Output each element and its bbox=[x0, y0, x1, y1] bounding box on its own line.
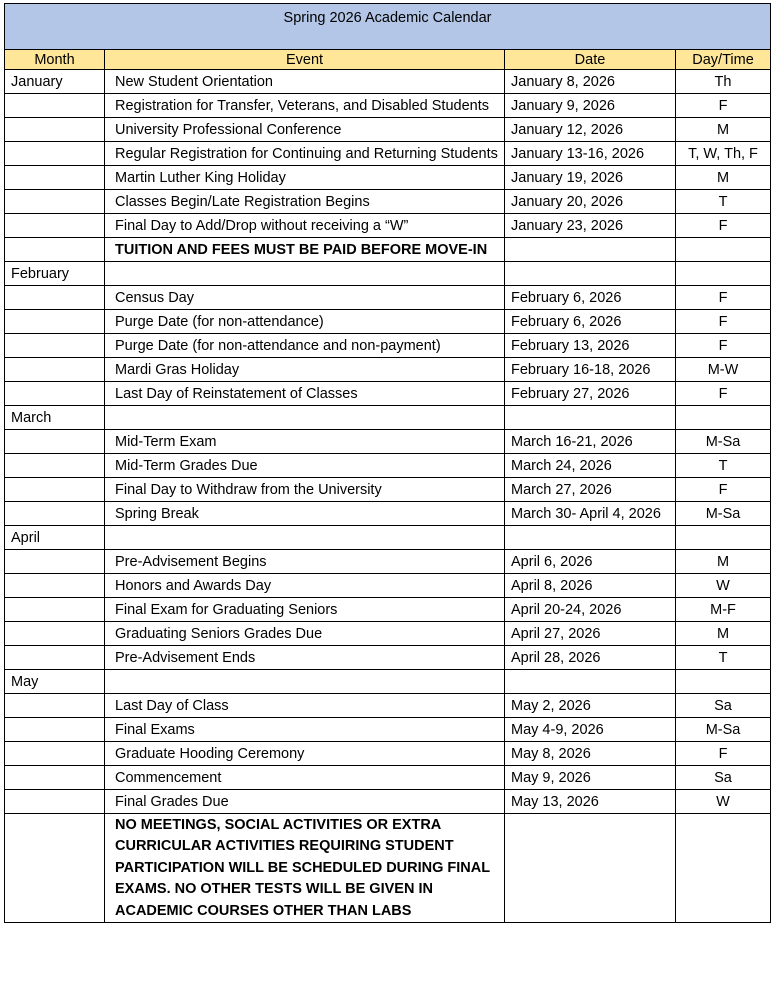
table-row bbox=[5, 358, 771, 382]
table-row bbox=[5, 190, 771, 214]
date-cell bbox=[505, 670, 676, 694]
date-cell: April 6, 2026 bbox=[505, 550, 676, 574]
event-cell: Mid-Term Grades Due bbox=[105, 454, 505, 478]
day-time-cell: M bbox=[676, 118, 771, 142]
date-cell: May 13, 2026 bbox=[505, 790, 676, 814]
table-row bbox=[5, 142, 771, 166]
event-cell: University Professional Conference bbox=[105, 118, 505, 142]
month-cell bbox=[5, 94, 105, 118]
table-row bbox=[5, 598, 771, 622]
month-cell: March bbox=[5, 406, 105, 430]
date-cell: February 6, 2026 bbox=[505, 310, 676, 334]
month-cell bbox=[5, 286, 105, 310]
table-row bbox=[5, 70, 771, 94]
month-cell bbox=[5, 454, 105, 478]
event-cell: Final Grades Due bbox=[105, 790, 505, 814]
event-cell: Final Exam for Graduating Seniors bbox=[105, 598, 505, 622]
date-cell: January 20, 2026 bbox=[505, 190, 676, 214]
day-time-cell bbox=[676, 238, 771, 262]
day-time-cell: M bbox=[676, 622, 771, 646]
event-cell: Pre-Advisement Ends bbox=[105, 646, 505, 670]
table-row bbox=[5, 550, 771, 574]
day-time-cell: T bbox=[676, 646, 771, 670]
event-cell: Pre-Advisement Begins bbox=[105, 550, 505, 574]
table-row bbox=[5, 718, 771, 742]
header-row bbox=[5, 50, 771, 70]
month-cell: April bbox=[5, 526, 105, 550]
date-cell bbox=[505, 814, 676, 923]
event-cell: New Student Orientation bbox=[105, 70, 505, 94]
date-cell: January 12, 2026 bbox=[505, 118, 676, 142]
event-cell: Purge Date (for non-attendance and non-payment) bbox=[105, 334, 505, 358]
table-row bbox=[5, 430, 771, 454]
event-cell: Mardi Gras Holiday bbox=[105, 358, 505, 382]
event-cell: Census Day bbox=[105, 286, 505, 310]
table-row bbox=[5, 94, 771, 118]
event-cell: Registration for Transfer, Veterans, and Disabled Students bbox=[105, 94, 505, 118]
day-time-cell: W bbox=[676, 790, 771, 814]
month-cell bbox=[5, 430, 105, 454]
month-cell: January bbox=[5, 70, 105, 94]
day-time-cell: M bbox=[676, 166, 771, 190]
event-cell bbox=[105, 526, 505, 550]
event-cell bbox=[105, 406, 505, 430]
day-time-cell: Sa bbox=[676, 766, 771, 790]
date-cell: January 19, 2026 bbox=[505, 166, 676, 190]
event-cell: Mid-Term Exam bbox=[105, 430, 505, 454]
month-cell bbox=[5, 622, 105, 646]
day-time-cell: M bbox=[676, 550, 771, 574]
event-cell: Classes Begin/Late Registration Begins bbox=[105, 190, 505, 214]
column-header-date: Date bbox=[505, 50, 676, 70]
day-time-cell: T bbox=[676, 190, 771, 214]
day-time-cell bbox=[676, 262, 771, 286]
day-time-cell: F bbox=[676, 94, 771, 118]
column-header-day-time: Day/Time bbox=[676, 50, 771, 70]
table-row bbox=[5, 262, 771, 286]
table-row bbox=[5, 766, 771, 790]
month-cell bbox=[5, 646, 105, 670]
calendar-title: Spring 2026 Academic Calendar bbox=[5, 4, 771, 50]
column-header-event: Event bbox=[105, 50, 505, 70]
day-time-cell bbox=[676, 526, 771, 550]
table-row bbox=[5, 814, 771, 923]
month-cell bbox=[5, 142, 105, 166]
event-cell: Graduate Hooding Ceremony bbox=[105, 742, 505, 766]
date-cell: April 27, 2026 bbox=[505, 622, 676, 646]
day-time-cell: M-F bbox=[676, 598, 771, 622]
day-time-cell: M-Sa bbox=[676, 502, 771, 526]
month-cell bbox=[5, 502, 105, 526]
table-row bbox=[5, 286, 771, 310]
event-cell: Purge Date (for non-attendance) bbox=[105, 310, 505, 334]
table-row bbox=[5, 382, 771, 406]
title-row bbox=[5, 4, 771, 50]
date-cell: January 8, 2026 bbox=[505, 70, 676, 94]
event-cell: Last Day of Class bbox=[105, 694, 505, 718]
month-cell bbox=[5, 814, 105, 923]
table-row bbox=[5, 166, 771, 190]
date-cell: May 4-9, 2026 bbox=[505, 718, 676, 742]
day-time-cell: F bbox=[676, 334, 771, 358]
month-cell bbox=[5, 574, 105, 598]
event-cell: NO MEETINGS, SOCIAL ACTIVITIES OR EXTRA CURRICULAR ACTIVITIES REQUIRING STUDENT PARTICIPATION WILL BE SCHEDULED DURING FINAL EXAMS. NO OTHER TESTS WILL BE GIVEN IN ACADEMIC COURSES OTHER THAN LABS bbox=[105, 814, 505, 923]
event-cell: Martin Luther King Holiday bbox=[105, 166, 505, 190]
table-row bbox=[5, 334, 771, 358]
month-cell bbox=[5, 478, 105, 502]
date-cell: January 13-16, 2026 bbox=[505, 142, 676, 166]
day-time-cell: Sa bbox=[676, 694, 771, 718]
table-row bbox=[5, 454, 771, 478]
table-row bbox=[5, 118, 771, 142]
event-cell: Commencement bbox=[105, 766, 505, 790]
month-cell bbox=[5, 214, 105, 238]
date-cell: May 2, 2026 bbox=[505, 694, 676, 718]
event-cell: Final Exams bbox=[105, 718, 505, 742]
table-row bbox=[5, 694, 771, 718]
event-cell: Honors and Awards Day bbox=[105, 574, 505, 598]
date-cell bbox=[505, 262, 676, 286]
month-cell bbox=[5, 382, 105, 406]
day-time-cell: M-W bbox=[676, 358, 771, 382]
date-cell: May 8, 2026 bbox=[505, 742, 676, 766]
day-time-cell: M-Sa bbox=[676, 718, 771, 742]
month-cell bbox=[5, 358, 105, 382]
month-cell bbox=[5, 334, 105, 358]
date-cell: April 20-24, 2026 bbox=[505, 598, 676, 622]
event-cell: Regular Registration for Continuing and Returning Students bbox=[105, 142, 505, 166]
event-cell bbox=[105, 262, 505, 286]
date-cell: April 28, 2026 bbox=[505, 646, 676, 670]
month-cell bbox=[5, 718, 105, 742]
day-time-cell: W bbox=[676, 574, 771, 598]
month-cell bbox=[5, 238, 105, 262]
academic-calendar-table bbox=[4, 3, 771, 923]
date-cell: January 9, 2026 bbox=[505, 94, 676, 118]
month-cell: February bbox=[5, 262, 105, 286]
column-header-month: Month bbox=[5, 50, 105, 70]
day-time-cell: F bbox=[676, 478, 771, 502]
month-cell bbox=[5, 598, 105, 622]
date-cell: April 8, 2026 bbox=[505, 574, 676, 598]
month-cell bbox=[5, 766, 105, 790]
date-cell: March 30- April 4, 2026 bbox=[505, 502, 676, 526]
day-time-cell: T bbox=[676, 454, 771, 478]
day-time-cell bbox=[676, 406, 771, 430]
day-time-cell: F bbox=[676, 214, 771, 238]
table-row bbox=[5, 790, 771, 814]
date-cell: March 24, 2026 bbox=[505, 454, 676, 478]
day-time-cell: F bbox=[676, 310, 771, 334]
event-cell: Spring Break bbox=[105, 502, 505, 526]
date-cell: May 9, 2026 bbox=[505, 766, 676, 790]
day-time-cell: M-Sa bbox=[676, 430, 771, 454]
event-cell: Final Day to Withdraw from the University bbox=[105, 478, 505, 502]
table-row bbox=[5, 502, 771, 526]
event-cell: TUITION AND FEES MUST BE PAID BEFORE MOVE-IN bbox=[105, 238, 505, 262]
date-cell: February 27, 2026 bbox=[505, 382, 676, 406]
table-row bbox=[5, 622, 771, 646]
day-time-cell bbox=[676, 814, 771, 923]
date-cell: March 27, 2026 bbox=[505, 478, 676, 502]
date-cell bbox=[505, 406, 676, 430]
table-row bbox=[5, 478, 771, 502]
day-time-cell: Th bbox=[676, 70, 771, 94]
month-cell: May bbox=[5, 670, 105, 694]
event-cell bbox=[105, 670, 505, 694]
date-cell: February 13, 2026 bbox=[505, 334, 676, 358]
date-cell bbox=[505, 238, 676, 262]
month-cell bbox=[5, 550, 105, 574]
day-time-cell: T, W, Th, F bbox=[676, 142, 771, 166]
event-cell: Graduating Seniors Grades Due bbox=[105, 622, 505, 646]
event-cell: Last Day of Reinstatement of Classes bbox=[105, 382, 505, 406]
table-row bbox=[5, 646, 771, 670]
day-time-cell bbox=[676, 670, 771, 694]
month-cell bbox=[5, 694, 105, 718]
table-row bbox=[5, 526, 771, 550]
table-row bbox=[5, 238, 771, 262]
month-cell bbox=[5, 190, 105, 214]
table-row bbox=[5, 574, 771, 598]
month-cell bbox=[5, 118, 105, 142]
month-cell bbox=[5, 742, 105, 766]
month-cell bbox=[5, 310, 105, 334]
day-time-cell: F bbox=[676, 742, 771, 766]
table-row bbox=[5, 670, 771, 694]
date-cell bbox=[505, 526, 676, 550]
date-cell: February 6, 2026 bbox=[505, 286, 676, 310]
day-time-cell: F bbox=[676, 382, 771, 406]
month-cell bbox=[5, 790, 105, 814]
table-row bbox=[5, 406, 771, 430]
day-time-cell: F bbox=[676, 286, 771, 310]
date-cell: January 23, 2026 bbox=[505, 214, 676, 238]
table-row bbox=[5, 214, 771, 238]
date-cell: March 16-21, 2026 bbox=[505, 430, 676, 454]
table-row bbox=[5, 310, 771, 334]
event-cell: Final Day to Add/Drop without receiving a “W” bbox=[105, 214, 505, 238]
date-cell: February 16-18, 2026 bbox=[505, 358, 676, 382]
month-cell bbox=[5, 166, 105, 190]
table-row bbox=[5, 742, 771, 766]
